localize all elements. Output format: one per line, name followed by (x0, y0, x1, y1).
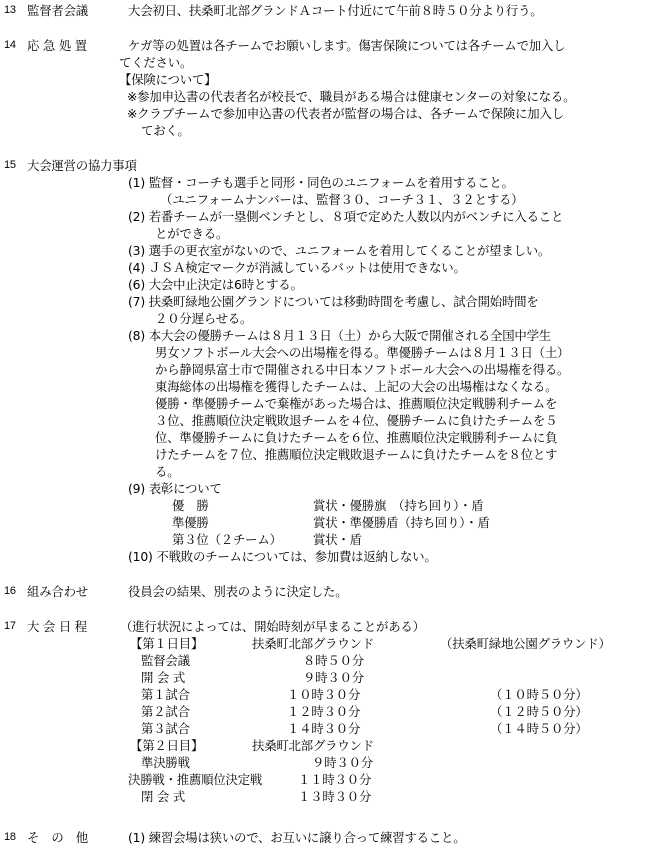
list-item-cont: る。 (155, 464, 180, 479)
list-item: (8) 本大会の優勝チームは８月１３日（土）から大阪で開催される全国中学生 (128, 328, 551, 343)
list-item-cont: 男女ソフトボール大会への出場権を得る。準優勝チームは８月１３日（土） (155, 345, 570, 360)
day-label: 【第２日目】 (130, 738, 204, 753)
section-text: (1) 練習会場は狭いので、お互いに譲り合って練習すること。 (128, 830, 466, 845)
schedule-note: （進行状況によっては、開始時刻が早まることがある） (120, 619, 425, 634)
section-number: 13 (4, 4, 16, 16)
award-place: 第３位（２チーム） (172, 532, 282, 547)
section-heading: 応 急 処 置 (27, 38, 87, 53)
list-item-cont: 東海総体の出場権を獲得したチームは、上記の大会の出場権はなくなる。 (155, 379, 558, 394)
section-number: 18 (4, 831, 16, 843)
list-item-cont: から静岡県富士市で開催される中日本ソフトボール大会への出場権を得る。 (155, 362, 570, 377)
list-item-cont: ３位、推薦順位決定戦敗退チームを４位、優勝チームに負けたチームを５ (155, 413, 558, 428)
schedule-time: ９時３０分 (312, 755, 373, 770)
note-line: ※参加申込書の代表者名が校長で、職員がある場合は健康センターの対象になる。 (127, 89, 576, 104)
list-item-cont: けたチームを７位、推薦順位決定戦敗退チームに負けたチームを８位とす (155, 447, 558, 462)
section-heading: 大 会 日 程 (27, 619, 87, 634)
list-item: (4) ＪＳＡ検定マークが消滅しているバットは使用できない。 (128, 260, 466, 275)
list-item: (7) 扶桑町緑地公園グランドについては移動時間を考慮し、試合開始時間を (128, 294, 539, 309)
schedule-event: 第３試合 (141, 721, 190, 736)
list-item-cont: とができる。 (155, 226, 229, 241)
section-number: 17 (4, 620, 16, 632)
venue: 扶桑町北部グラウンド (252, 738, 374, 753)
list-item-cont: 優勝・準優勝チームで棄権があった場合は、推薦順位決定戦勝利チームを (155, 396, 558, 411)
section-text: ケガ等の処置は各チームでお願いします。傷害保険については各チームで加入し (128, 38, 566, 53)
section-text: てください。 (119, 55, 193, 70)
list-item: (3) 選手の更衣室がないので、ユニフォームを着用してくることが望ましい。 (128, 243, 551, 258)
schedule-time-alt: （１２時５０分） (490, 704, 588, 719)
award-place: 優 勝 (172, 498, 209, 513)
note-line: ※クラブチームで参加申込書の代表者が監督の場合は、各チームで保険に加入し (127, 106, 564, 121)
schedule-event: 監督会議 (141, 653, 190, 668)
schedule-time-alt: （１４時５０分） (490, 721, 588, 736)
section-text: 役員会の結果、別表のように決定した。 (128, 584, 348, 599)
award-place: 準優勝 (172, 515, 209, 530)
award-prize: 賞状・準優勝盾（持ち回り）・盾 (313, 515, 490, 530)
subheading: 【保険について】 (119, 72, 217, 87)
list-item-cont: ２０分遅らせる。 (155, 311, 253, 326)
schedule-time: ９時３０分 (303, 670, 364, 685)
list-item: (1) 監督・コーチも選手と同形・同色のユニフォームを着用すること。 (128, 175, 514, 190)
schedule-event: 決勝戦・推薦順位決定戦 (128, 772, 263, 787)
schedule-event: 準決勝戦 (141, 755, 190, 770)
note-line: ておく。 (141, 123, 190, 138)
schedule-time: １２時３０分 (287, 704, 361, 719)
award-prize: 賞状・優勝旗 （持ち回り）・盾 (313, 498, 484, 513)
schedule-event: 第２試合 (141, 704, 190, 719)
list-item-cont: （ユニフォームナンバーは、監督３０、コーチ３１、３２とする） (160, 192, 524, 207)
section-number: 14 (4, 39, 16, 51)
section-heading: 大会運営の協力事項 (27, 158, 137, 173)
schedule-event: 開 会 式 (141, 670, 186, 685)
venue: 扶桑町北部グラウンド (252, 636, 374, 651)
schedule-event: 第１試合 (141, 687, 190, 702)
schedule-time: ８時５０分 (303, 653, 364, 668)
schedule-time: １４時３０分 (287, 721, 361, 736)
schedule-event: 閉 会 式 (141, 789, 186, 804)
schedule-time: １１時３０分 (298, 772, 372, 787)
list-item: (10) 不戦敗のチームについては、参加費は返納しない。 (128, 549, 437, 564)
list-item: (9) 表彰について (128, 481, 222, 496)
schedule-time-alt: （１０時５０分） (490, 687, 588, 702)
section-heading: 監督者会議 (27, 3, 88, 18)
schedule-time: １０時３０分 (287, 687, 361, 702)
schedule-time: １３時３０分 (298, 789, 372, 804)
list-item-cont: 位、準優勝チームに負けたチームを６位、推薦順位決定戦勝利チームに負 (155, 430, 558, 445)
section-number: 15 (4, 159, 16, 171)
section-number: 16 (4, 585, 16, 597)
list-item: (2) 若番チームが一塁側ベンチとし、８項で定めた人数以内がベンチに入ること (128, 209, 564, 224)
day-label: 【第１日目】 (130, 636, 204, 651)
list-item: (6) 大会中止決定は6時とする。 (128, 277, 303, 292)
section-heading: 組み合わせ (27, 584, 88, 599)
award-prize: 賞状・盾 (313, 532, 362, 547)
section-text: 大会初日、扶桑町北部グランドＡコート付近にて午前８時５０分より行う。 (128, 3, 543, 18)
section-heading: そ の 他 (27, 830, 88, 845)
venue-alt: （扶桑町緑地公園グラウンド） (440, 636, 611, 651)
